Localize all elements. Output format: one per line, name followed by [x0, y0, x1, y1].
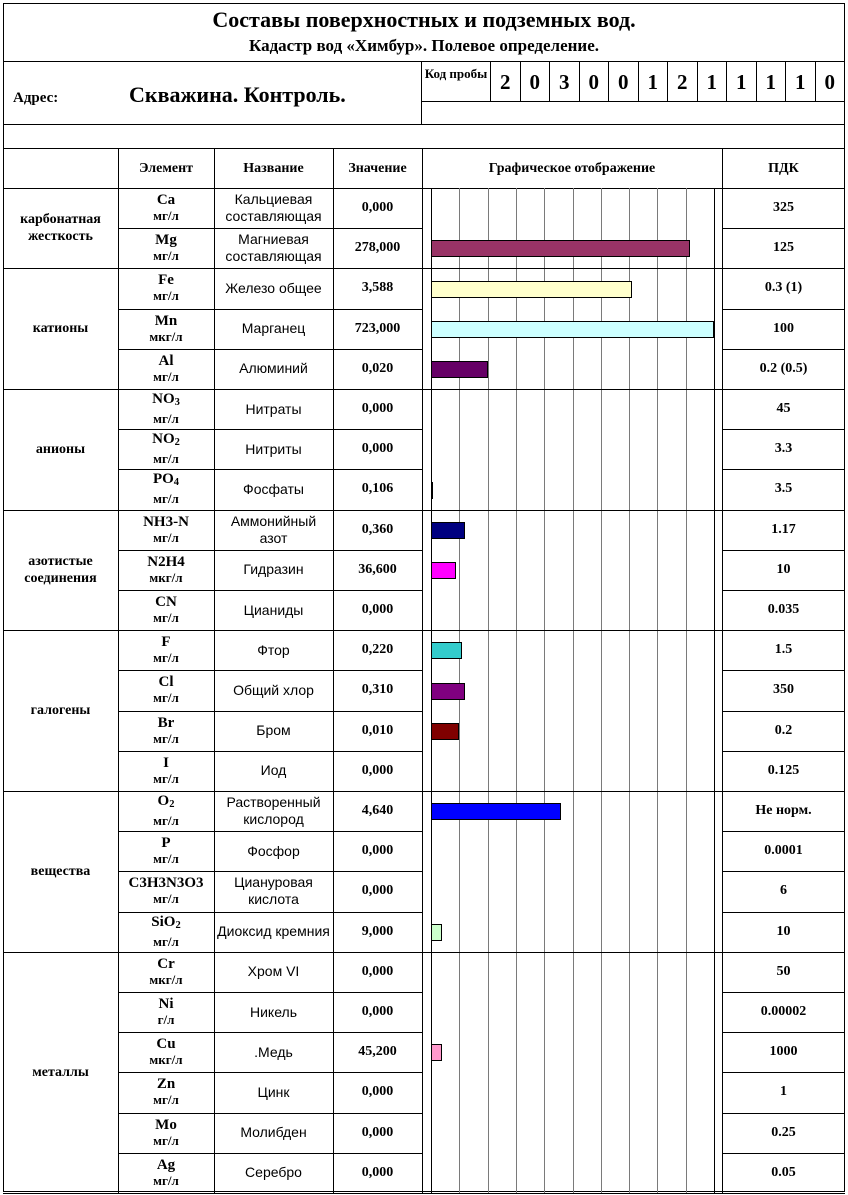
element-symbol-text: NH3-N	[143, 513, 189, 530]
pdk-limit: 0.05	[771, 1164, 796, 1180]
sample-code-digit: 2	[491, 62, 521, 102]
group-label: вещества	[30, 863, 91, 879]
pdk-row-divider	[722, 1193, 845, 1194]
measured-value: 0,000	[361, 602, 394, 618]
element-cell	[118, 711, 214, 751]
element-symbol-text: CN	[155, 594, 177, 611]
element-cell	[118, 871, 214, 911]
substance-name: Фосфаты	[243, 480, 304, 497]
element-symbol-text: Zn	[156, 1076, 176, 1093]
pdk-limit: 1.5	[774, 642, 793, 658]
element-unit: мкг/л	[149, 328, 183, 344]
element-cell	[118, 751, 214, 791]
pdk-limit: 0.3 (1)	[764, 280, 803, 296]
element-symbol	[129, 875, 204, 891]
sample-code-digit: 0	[521, 62, 551, 102]
element-cell	[118, 349, 214, 389]
substance-name: Фосфор	[247, 842, 300, 859]
element-cell	[118, 992, 214, 1032]
element-unit: мг/л	[153, 770, 179, 786]
element-cell	[118, 469, 214, 509]
substance-name: .Медь	[254, 1043, 293, 1060]
chart-right-line	[714, 188, 715, 1193]
element-unit: мг/л	[153, 1172, 179, 1188]
element-unit: мкг/л	[149, 971, 183, 987]
element-symbol	[159, 996, 174, 1012]
pdk-limit: 1000	[769, 1044, 798, 1060]
group-label: металлы	[32, 1064, 89, 1080]
element-symbol	[156, 1036, 175, 1052]
substance-name: Цианиды	[243, 601, 304, 618]
element-symbol	[158, 272, 174, 288]
element-symbol-subscript: 4	[173, 477, 180, 489]
element-symbol-text: Mg	[155, 232, 177, 249]
pdk-limit: 100	[773, 320, 794, 336]
sample-code-digit: 0	[609, 62, 639, 102]
measured-value: 3,588	[361, 280, 394, 296]
element-symbol-text: I	[163, 754, 169, 771]
substance-name: Кальциевая составляющая	[225, 191, 322, 225]
substance-name: Алюминий	[239, 360, 308, 377]
element-symbol-text: Cr	[157, 955, 175, 972]
pdk-limit: 0.00002	[760, 1004, 807, 1020]
measured-value: 0,000	[361, 843, 394, 859]
element-symbol-text: Br	[157, 714, 175, 731]
element-unit: мг/л	[153, 891, 179, 907]
substance-name: Никель	[250, 1003, 297, 1020]
element-symbol	[143, 514, 189, 530]
value-bar	[431, 240, 690, 257]
report-title: Составы поверхностных и подземных вод.	[212, 7, 636, 32]
element-symbol-subscript: 2	[174, 437, 180, 449]
value-bar	[431, 482, 433, 499]
substance-name: Фтор	[257, 641, 290, 658]
element-symbol	[155, 232, 177, 248]
address-label: Адрес:	[13, 90, 59, 106]
element-unit: мг/л	[153, 411, 179, 427]
value-bar	[431, 723, 459, 740]
element-cell	[118, 228, 214, 268]
row-divider	[118, 1193, 422, 1194]
sample-code-digit: 0	[580, 62, 610, 102]
report-subtitle: Кадастр вод «Химбур». Полевое определение.	[248, 36, 600, 55]
element-cell	[118, 268, 214, 308]
pdk-limit: 45	[776, 401, 791, 417]
sample-code-digit: 0	[816, 62, 846, 102]
element-symbol	[159, 353, 174, 369]
sample-code-digit: 1	[639, 62, 669, 102]
substance-name: Циануровая кислота	[234, 874, 313, 908]
blank-row	[3, 125, 845, 149]
element-symbol-text: Cu	[156, 1036, 176, 1053]
element-unit: г/л	[157, 1012, 175, 1028]
element-symbol	[155, 1117, 177, 1133]
element-unit: мг/л	[153, 1092, 179, 1108]
measured-value: 0,106	[361, 481, 394, 497]
element-cell	[118, 912, 214, 952]
element-unit: мг/л	[153, 451, 179, 467]
pdk-limit: 10	[776, 923, 791, 939]
element-cell	[118, 1072, 214, 1112]
element-cell	[118, 309, 214, 349]
value-bar	[431, 924, 442, 941]
substance-name: Серебро	[245, 1164, 302, 1181]
element-unit: мг/л	[153, 813, 179, 829]
value-bar	[431, 803, 561, 820]
chart-gridline	[657, 188, 658, 1193]
element-unit: мг/л	[153, 690, 179, 706]
address-row	[3, 62, 845, 125]
element-symbol	[157, 956, 175, 972]
pdk-limit: 125	[773, 240, 794, 256]
substance-name: Молибден	[240, 1124, 307, 1141]
sample-code-digit: 1	[786, 62, 816, 102]
sample-code-digit: 2	[668, 62, 698, 102]
element-unit: мг/л	[153, 529, 179, 545]
chart-gridline	[516, 188, 517, 1193]
element-symbol	[151, 914, 180, 934]
report-header	[3, 3, 845, 62]
pdk-limit: 325	[773, 200, 794, 216]
measured-value: 723,000	[354, 320, 401, 336]
element-symbol-text: Mo	[155, 1116, 177, 1133]
value-bar	[431, 281, 632, 298]
element-cell	[118, 1113, 214, 1153]
element-symbol-text: Ni	[158, 996, 174, 1013]
element-symbol-text: NO	[152, 391, 175, 408]
element-symbol	[158, 715, 175, 731]
substance-name: Марганец	[241, 320, 306, 337]
pdk-limit: 0.035	[767, 602, 800, 618]
group-label: анионы	[35, 441, 86, 457]
column-divider	[422, 149, 423, 1193]
pdk-limit: 0.2	[774, 722, 793, 738]
sample-code-digit: 1	[757, 62, 787, 102]
element-symbol-text: C3H3N3O3	[128, 875, 204, 892]
pdk-limit: 1	[780, 1084, 787, 1100]
measured-value: 0,000	[361, 963, 394, 979]
element-cell	[118, 188, 214, 228]
substance-name: Бром	[256, 722, 291, 739]
substance-name: Нитриты	[245, 440, 302, 457]
element-symbol-text: Al	[158, 352, 174, 369]
element-symbol	[155, 594, 177, 610]
group-label: галогены	[30, 703, 91, 719]
substance-name: Иод	[260, 762, 287, 779]
element-unit: мг/л	[153, 933, 179, 949]
element-cell	[118, 630, 214, 670]
substance-name: Гидразин	[243, 561, 304, 578]
pdk-limit: 350	[773, 682, 794, 698]
value-bar	[431, 562, 456, 579]
pdk-limit: 6	[780, 883, 787, 899]
element-symbol	[153, 471, 179, 491]
sample-code-digit: 1	[727, 62, 757, 102]
element-unit: мг/л	[153, 248, 179, 264]
element-symbol-text: F	[161, 634, 171, 651]
element-cell	[118, 831, 214, 871]
element-unit: мг/л	[153, 1132, 179, 1148]
sample-code-digit: 1	[698, 62, 728, 102]
element-symbol	[155, 313, 178, 329]
measured-value: 36,600	[358, 561, 397, 577]
measured-value: 0,000	[361, 441, 394, 457]
group-label: карбонатная жесткость	[20, 212, 101, 245]
element-symbol-text: Cl	[158, 674, 174, 691]
element-unit: мг/л	[153, 288, 179, 304]
pdk-limit: 0.25	[771, 1124, 796, 1140]
substance-name: Аммонийный азот	[230, 512, 317, 546]
measured-value: 0,310	[361, 682, 394, 698]
column-header-pdk: ПДК	[768, 160, 799, 176]
measured-value: 0,000	[361, 1164, 394, 1180]
element-symbol	[157, 1157, 175, 1173]
measured-value: 0,000	[361, 883, 394, 899]
element-symbol	[161, 634, 170, 650]
value-bar	[431, 361, 488, 378]
column-header-name: Название	[243, 160, 304, 176]
element-symbol-subscript: 3	[174, 397, 180, 409]
value-bar	[431, 642, 462, 659]
element-cell	[118, 1032, 214, 1072]
measured-value: 0,360	[361, 521, 394, 537]
chart-gridline	[488, 188, 489, 1193]
measured-value: 0,000	[361, 1084, 394, 1100]
element-symbol-text: Ca	[156, 192, 176, 209]
element-symbol-text: SiO	[151, 913, 176, 930]
measured-value: 0,000	[361, 401, 394, 417]
substance-name: Общий хлор	[233, 681, 314, 698]
element-symbol-subscript: 2	[175, 919, 181, 931]
element-symbol-text: Ag	[156, 1156, 176, 1173]
chart-gridline	[601, 188, 602, 1193]
measured-value: 0,010	[361, 722, 394, 738]
measured-value: 0,000	[361, 1124, 394, 1140]
measured-value: 45,200	[358, 1044, 397, 1060]
element-unit: мг/л	[153, 208, 179, 224]
substance-name: Магниевая составляющая	[225, 231, 322, 265]
measured-value: 278,000	[354, 240, 401, 256]
element-cell	[118, 1153, 214, 1193]
element-symbol	[157, 1076, 175, 1092]
element-symbol	[163, 755, 169, 771]
measured-value: 9,000	[361, 923, 394, 939]
substance-name: Нитраты	[245, 400, 302, 417]
value-bar	[431, 321, 714, 338]
sample-code-spacer	[421, 102, 845, 125]
element-symbol-text: NO	[152, 431, 175, 448]
element-cell	[118, 670, 214, 710]
pdk-limit: 3.3	[774, 441, 793, 457]
element-unit: мкг/л	[149, 1052, 183, 1068]
element-symbol-text: PO	[152, 471, 174, 488]
pdk-limit: 50	[776, 963, 791, 979]
element-symbol-subscript: 2	[169, 799, 175, 811]
sample-code-label: Код пробы	[421, 62, 491, 102]
measured-value: 0,020	[361, 360, 394, 376]
element-cell	[118, 389, 214, 429]
element-unit: мкг/л	[149, 569, 183, 585]
measured-value: 0,000	[361, 200, 394, 216]
chart-gridline	[544, 188, 545, 1193]
element-symbol	[159, 674, 174, 690]
value-bar	[431, 1044, 442, 1061]
substance-name: Цинк	[257, 1083, 290, 1100]
pdk-limit: 0.125	[767, 762, 800, 778]
element-cell	[118, 550, 214, 590]
measured-value: 0,220	[361, 642, 394, 658]
chart-gridline	[629, 188, 630, 1193]
element-symbol-text: Mn	[154, 312, 178, 329]
address-value: Скважина. Контроль.	[129, 82, 346, 107]
column-header-value: Значение	[348, 160, 407, 176]
measured-value: 0,000	[361, 762, 394, 778]
element-symbol	[158, 793, 175, 813]
element-symbol-text: O	[157, 793, 170, 810]
element-cell	[118, 590, 214, 630]
value-bar	[431, 522, 465, 539]
pdk-limit: 3.5	[774, 481, 793, 497]
element-unit: мг/л	[153, 730, 179, 746]
element-unit: мг/л	[153, 650, 179, 666]
pdk-limit: 0.2 (0.5)	[759, 360, 808, 376]
chart-gridline	[573, 188, 574, 1193]
column-header-graph: Графическое отображение	[488, 160, 656, 176]
element-cell	[118, 952, 214, 992]
substance-name: Железо общее	[225, 279, 322, 296]
element-symbol-text: Fe	[158, 272, 174, 289]
sample-code-digit: 3	[550, 62, 580, 102]
element-cell	[118, 429, 214, 469]
element-symbol-text: P	[161, 835, 171, 852]
pdk-limit: Не норм.	[755, 803, 812, 819]
element-symbol-text: N2H4	[147, 553, 185, 570]
element-unit: мг/л	[153, 368, 179, 384]
element-symbol	[152, 431, 180, 451]
element-symbol	[161, 835, 170, 851]
column-header-element: Элемент	[138, 160, 194, 176]
element-unit: мг/л	[153, 851, 179, 867]
value-bar	[431, 683, 465, 700]
chart-gridline	[686, 188, 687, 1193]
substance-name: Диоксид кремния	[217, 923, 330, 940]
element-symbol	[157, 192, 175, 208]
measured-value: 0,000	[361, 1004, 394, 1020]
pdk-limit: 0.0001	[764, 843, 803, 859]
element-unit: мг/л	[153, 491, 179, 507]
element-cell	[118, 510, 214, 550]
pdk-limit: 10	[776, 561, 791, 577]
element-symbol	[152, 391, 180, 411]
pdk-limit: 1.17	[771, 521, 796, 537]
substance-name: Хром VI	[247, 963, 300, 980]
group-label: катионы	[32, 321, 89, 337]
measured-value: 4,640	[361, 803, 394, 819]
element-symbol	[147, 554, 185, 570]
element-unit: мг/л	[153, 610, 179, 626]
element-cell	[118, 791, 214, 831]
substance-name: Растворенный кислород	[226, 794, 321, 828]
group-label: азотистые соединения	[24, 553, 97, 586]
